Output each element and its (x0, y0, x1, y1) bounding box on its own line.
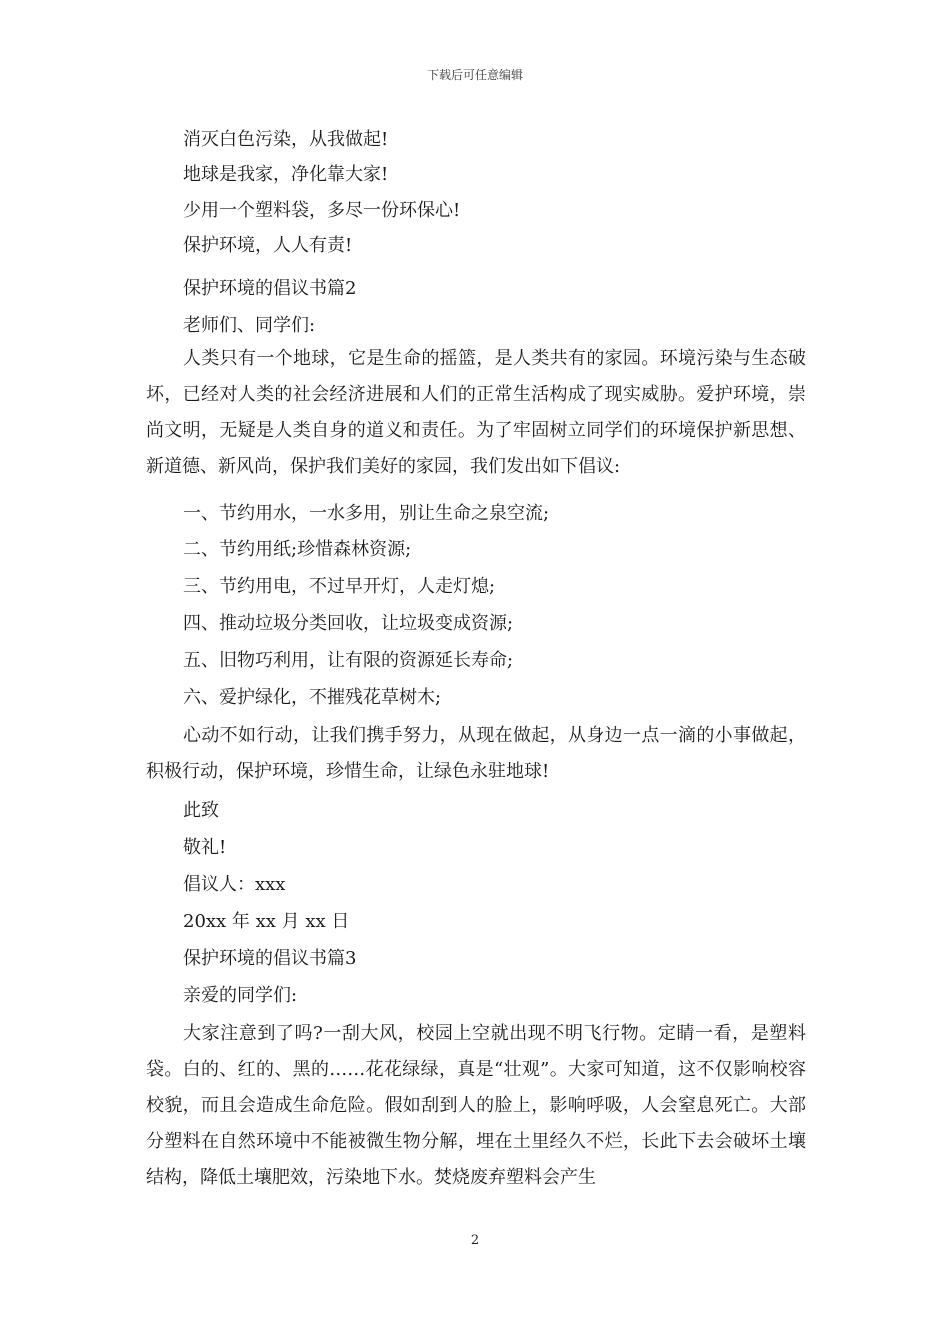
list-item-3: 三、节约用电，不过早开灯，人走灯熄; (183, 576, 496, 597)
salutation-2: 老师们、同学们: (183, 315, 316, 336)
list-item-2: 二、节约用纸;珍惜森林资源; (183, 539, 412, 560)
list-item-1: 一、节约用水，一水多用，别让生命之泉空流; (183, 503, 550, 524)
list-item-6: 六、爱护绿化，不摧残花草树木; (183, 687, 442, 708)
slogan-line-2: 地球是我家，净化靠大家! (183, 164, 389, 185)
page-header: 下载后可任意编辑 (426, 68, 523, 82)
section-title-3: 保护环境的倡议书篇3 (183, 948, 357, 969)
closing-ci-zhi: 此致 (183, 800, 219, 821)
page-number: 2 (470, 1233, 480, 1248)
slogan-line-1: 消灭白色污染，从我做起! (183, 129, 389, 150)
paragraph-2: 心动不如行动，让我们携手努力，从现在做起，从身边一点一滴的小事做起，积极行动，保护环境，珍惜生命，让绿色永驻地球! (146, 725, 806, 782)
slogan-line-4: 保护环境，人人有责! (183, 235, 353, 256)
signer: 倡议人：xxx (183, 874, 286, 895)
slogan-line-3: 少用一个塑料袋，多尽一份环保心! (183, 200, 461, 221)
paragraph-1: 人类只有一个地球，它是生命的摇篮，是人类共有的家园。环境污染与生态破坏，已经对人类的社会经济进展和人们的正常生活构成了现实威胁。爱护环境，崇尚文明，无疑是人类自身的道义和责任。为了牢固树立同学们的环境保护新思想、新道德、新风尚，保护我们美好的家园，我们发出如下倡议: (146, 348, 806, 477)
list-item-5: 五、旧物巧利用，让有限的资源延长寿命; (183, 650, 514, 671)
date: 20xx 年 xx 月 xx 日 (183, 911, 350, 932)
salutation-3: 亲爱的同学们: (183, 985, 298, 1006)
closing-jing-li: 敬礼! (183, 837, 227, 858)
section-title-2: 保护环境的倡议书篇2 (183, 278, 357, 299)
paragraph-3: 大家注意到了吗?一刮大风，校园上空就出现不明飞行物。定睛一看，是塑料袋。白的、红的、黑的……花花绿绿，真是“壮观”。大家可知道，这不仅影响校容校貌，而且会造成生命危险。假如刮到人的脸上，影响呼吸，人会窒息死亡。大部分塑料在自然环境中不能被微生物分解，埋在土里经久不烂，长此下去会破坏土壤结构，降低土壤肥效，污染地下水。焚烧废弃塑料会产生 (146, 1023, 806, 1188)
list-item-4: 四、推动垃圾分类回收，让垃圾变成资源; (183, 613, 514, 634)
